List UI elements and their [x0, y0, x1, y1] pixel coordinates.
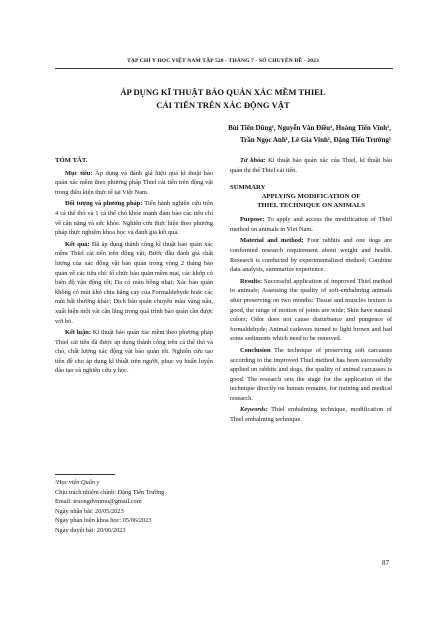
english-title: [230, 192, 392, 210]
methods-text: Tiến hành nghiên cứu trên 4 cá thể thỏ và 1 cá thể chó khỏe mạnh đảm bảo các tiêu chí về cân nặng và sức khỏe. Nghiên cứu thực hiện theo phương pháp thực nghiệm khoa học và đánh giá kết quả.: [55, 200, 213, 237]
header-rule: [55, 68, 393, 69]
en-keywords-paragraph: [230, 405, 392, 424]
right-column: [230, 156, 392, 427]
vn-keywords-text: Kĩ thuật bảo quản xác của Thiel, kĩ thuật bảo quản thi thể Thiel cải tiến.: [230, 157, 392, 174]
received-date: Ngày nhận bài: 20/05/2023: [55, 507, 124, 515]
article-title: [40, 86, 406, 111]
responsible-author: Chịu trách nhiệm chính: Đặng Tiến Trường: [55, 488, 165, 496]
page-number: 87: [382, 559, 389, 567]
vn-keywords-label: Từ khóa:: [240, 157, 266, 164]
footnote-rule: [55, 474, 115, 475]
purpose-paragraph: [230, 215, 392, 234]
results-text: Đã áp dụng thành công kĩ thuật bảo quản xác mềm Thiel cải tiến trên động vật; Bước đầu đánh giá chất lượng của xác động vật bảo quản trong vòng 2 tháng bảo quản về các tiêu chí: tổ chức bảo quản mềm mại, các khớp có biên độ vận động tốt; Da có màu hồng nhạt; Xác bảo quản không có mùi khó chịu hăng cay của Formaldehyde hoặc các mùi bất thường khác; Dịch bảo quản chuyển màu vàng nâu, xuất hiện một vài cặn lắng trong quá trình bảo quản cần được vớt bỏ.: [55, 240, 213, 325]
english-title-line-1: APPLYING MODIFICATION OF: [261, 193, 361, 201]
conclusion-paragraph: [55, 328, 213, 376]
journal-header: TẠP CHÍ Y HỌC VIỆT NAM TẬP 528 - THÁNG 7 - SỐ CHUYÊN ĐỀ - 2023: [127, 58, 319, 64]
methods-paragraph: [55, 199, 213, 237]
en-results-paragraph: [230, 277, 392, 344]
en-keywords-label: Keywords:: [240, 406, 268, 414]
abstract-heading: TÓM TẮT.: [55, 157, 88, 164]
affiliation: [55, 478, 220, 488]
authors-line-1: Bùi Tiến Dũng¹, Nguyễn Văn Điều¹, Hoàng Tiến Vĩnh¹,: [228, 124, 391, 132]
en-conclusion-paragraph: [230, 346, 392, 404]
conclusion-text: Kĩ thuật bảo quản xác mềm theo phương pháp Thiel cải tiến đã được áp dụng thành công trên cá thể thỏ và chó, chất lượng xác động vật bảo quản tốt. Nghiên cứu tạo tiền đề cho áp dụng kĩ thuật trên người, phục vụ huấn luyện đào tạo và nghiên cứu y học.: [55, 329, 213, 375]
vietnamese-abstract: [55, 156, 213, 378]
results-label: Kết quả:: [65, 240, 90, 248]
methods-label: Đối tượng và phương pháp:: [65, 200, 143, 208]
accepted-date: Ngày duyệt bài: 20/06/2023: [55, 526, 126, 534]
aim-paragraph: [55, 169, 213, 198]
reviewed-date: Ngày phản biện khoa học: 05/06/2023: [55, 517, 152, 525]
email: Email: truongdvmmu@gmail.com: [55, 498, 142, 506]
authors: [150, 123, 391, 146]
aim-text: Áp dụng và đánh giá hiệu quả kĩ thuật bảo quản xác mềm theo phương pháp Thiel cải tiến trên động vật trong điều kiện thực tế tại Việt Nam.: [55, 169, 213, 196]
en-keywords-text: Thiel embalming technique, modification of Thiel embalming technique.: [230, 406, 392, 424]
title-line-2: CẢI TIẾN TRÊN XÁC ĐỘNG VẬT: [156, 99, 290, 110]
vn-keywords: [230, 156, 392, 175]
conclusion-label: Kết luận:: [65, 329, 91, 337]
footnotes: [55, 478, 220, 536]
summary-heading: SUMMARY: [230, 184, 266, 192]
purpose-text: To apply and access the modification of Thiel method on animals in Viet Nam.: [230, 216, 392, 233]
affiliation-text: ¹Học viện Quân y: [55, 479, 100, 486]
en-results-label: Results:: [240, 277, 263, 285]
en-conclusion-text: The technique of preserving soft carcasses according to the improved Thiel method has been successfully applied on rabbits and dogs, the quality of animal carcasses is good. The research sets the stage for the application of the technique directly on human remains, for training and medical research.: [230, 346, 392, 402]
purpose-label: Purpose:: [240, 216, 265, 224]
english-title-line-2: THIEL TECHNIQUE ON ANIMALS: [257, 202, 365, 210]
en-conclusion-label: Conclusion: [240, 346, 271, 354]
authors-line-2: Trần Ngọc Anh¹, Lê Gia Vinh¹, Đặng Tiến Trường¹: [239, 135, 391, 144]
title-line-1: ÁP DỤNG KĨ THUẬT BẢO QUẢN XÁC MỀM THIEL: [120, 87, 326, 97]
en-results-text: Successful application of improved Thiel method to animals; Assessing the quality of soft-embalming animals after preserving on two months: Tissue and muscles texture is good, the range of motion of joints are wide; Skin have natural colors; Odor does not cause disturbance and pungence of formaldehyde; Animal cadavers turned to light brown and had some sediments which need to be removed.: [230, 277, 392, 343]
results-paragraph: [55, 240, 213, 326]
material-method-paragraph: [230, 236, 392, 274]
aim-label: Mục tiêu:: [65, 169, 93, 177]
material-method-label: Material and method:: [240, 237, 304, 245]
material-method-text: Four rabbits and one dogs are conformed research requirement about weight and health. Research is conducted by experimentalized method; Combine data analysis, summarize experience.: [230, 237, 392, 274]
